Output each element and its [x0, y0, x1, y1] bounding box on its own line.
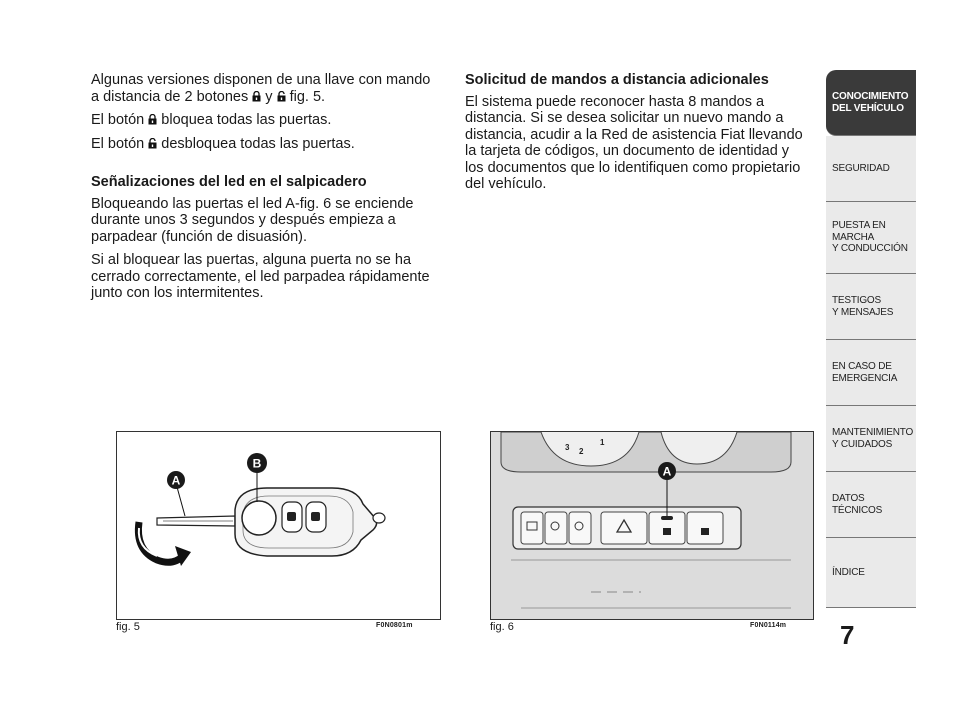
lock-open-icon [277, 91, 286, 102]
callout-line [177, 487, 185, 516]
key-remote-illustration [117, 432, 440, 619]
paragraph-unlock-button [91, 136, 447, 153]
paragraph-led-lock: Bloqueando las puertas el led A-fig. 6 se enciende durante unos 3 segundos y después empieza a parpadear (función de disuasión). [91, 195, 414, 245]
paragraph-key-intro [91, 72, 447, 105]
gauge-number: 2 [579, 447, 584, 456]
tab-testigos[interactable] [826, 274, 916, 340]
tab-mantenimiento[interactable] [826, 406, 916, 472]
page-number: 7 [840, 620, 855, 650]
tab-emergencia[interactable] [826, 340, 916, 406]
lock-closed-icon [663, 528, 671, 535]
figure-code: F0N0801m [376, 622, 413, 629]
lock-open-icon [148, 138, 157, 149]
text: Algunas versiones disponen de una llave con mando [91, 72, 431, 88]
gauge-number: 3 [565, 443, 570, 452]
tab-label: DEL VEHÍCULO [832, 102, 904, 114]
text: a distancia de 2 botones [91, 88, 249, 105]
fig-reference: fig. 5. [289, 88, 326, 105]
chapter-sidebar [826, 70, 916, 608]
text: y [265, 88, 273, 105]
tab-label: TESTIGOS [832, 295, 881, 306]
tab-label: TÉCNICOS [832, 504, 883, 516]
paragraph-lock-button [91, 112, 447, 129]
section-heading-remotes: Solicitud de mandos a distancia adicionales [465, 72, 769, 88]
tab-indice[interactable] [826, 538, 916, 608]
text: El botón [91, 135, 145, 152]
figure-dashboard-led [490, 431, 814, 620]
figure-caption: fig. 6 [490, 621, 514, 633]
tab-datos-tecnicos[interactable] [826, 472, 916, 538]
left-column [91, 72, 447, 309]
tab-label: MARCHA [832, 231, 875, 243]
dashboard-illustration [491, 432, 813, 619]
lock-closed-icon [148, 114, 157, 125]
section-heading-led: Señalizaciones del led en el salpicadero [91, 174, 367, 190]
paragraph-remotes: El sistema puede reconocer hasta 8 mandos a distancia. Si se desea solicitar un nuevo mando a distancia, acudir a la Red de asistencia Fiat llevando la tarjeta de códigos, un documento de identidad y los documentos que lo identifiquen como propietario del vehículo. [465, 93, 803, 192]
tab-conocimiento[interactable] [826, 70, 916, 136]
switch-fog-front [545, 512, 567, 544]
text: bloquea todas las puertas. [161, 112, 332, 128]
paragraph-led-blink: Si al bloquear las puertas, alguna puerta no se ha cerrado correctamente, el led parpadea rápidamente junto con los intermitentes. [91, 252, 430, 301]
tab-label: Y CUIDADOS [832, 438, 893, 450]
tab-label: EMERGENCIA [832, 372, 898, 384]
key-ring [373, 513, 385, 523]
lock-open-icon [287, 512, 296, 521]
figure-key-remote [116, 431, 441, 620]
text: desbloquea todas las puertas. [161, 135, 355, 152]
tab-label: MANTENIMIENTO [832, 427, 914, 438]
tab-label: CONOCIMIENTO [832, 91, 909, 102]
fold-button [242, 501, 276, 535]
lock-closed-icon [311, 512, 320, 521]
tab-seguridad[interactable] [826, 136, 916, 202]
callout-a-label: A [171, 473, 181, 488]
tab-label: Y MENSAJES [832, 306, 894, 318]
led-indicator [661, 516, 673, 520]
right-column [465, 72, 810, 200]
figure-code: F0N0114m [750, 622, 787, 629]
lock-open-icon [701, 528, 709, 535]
switch-fog-rear [569, 512, 591, 544]
lock-closed-icon [252, 91, 261, 102]
tab-label: EN CASO DE [832, 361, 892, 372]
tab-label: PUESTA EN [832, 220, 886, 232]
switch-defrost [521, 512, 543, 544]
tab-label: DATOS [832, 493, 865, 504]
hazard-switch [601, 512, 647, 544]
callout-a-label: A [662, 464, 672, 479]
figure-caption: fig. 5 [116, 621, 140, 633]
text: El botón [91, 112, 145, 128]
tab-label: Y CONDUCCIÓN [832, 243, 908, 255]
tab-label: ÍNDICE [832, 566, 865, 578]
tab-label: SEGURIDAD [832, 162, 890, 174]
gauge-number: 1 [600, 438, 605, 447]
tab-puesta-en-marcha[interactable] [826, 202, 916, 274]
callout-b-label: B [252, 456, 262, 471]
rotation-arrow-icon [138, 522, 183, 562]
